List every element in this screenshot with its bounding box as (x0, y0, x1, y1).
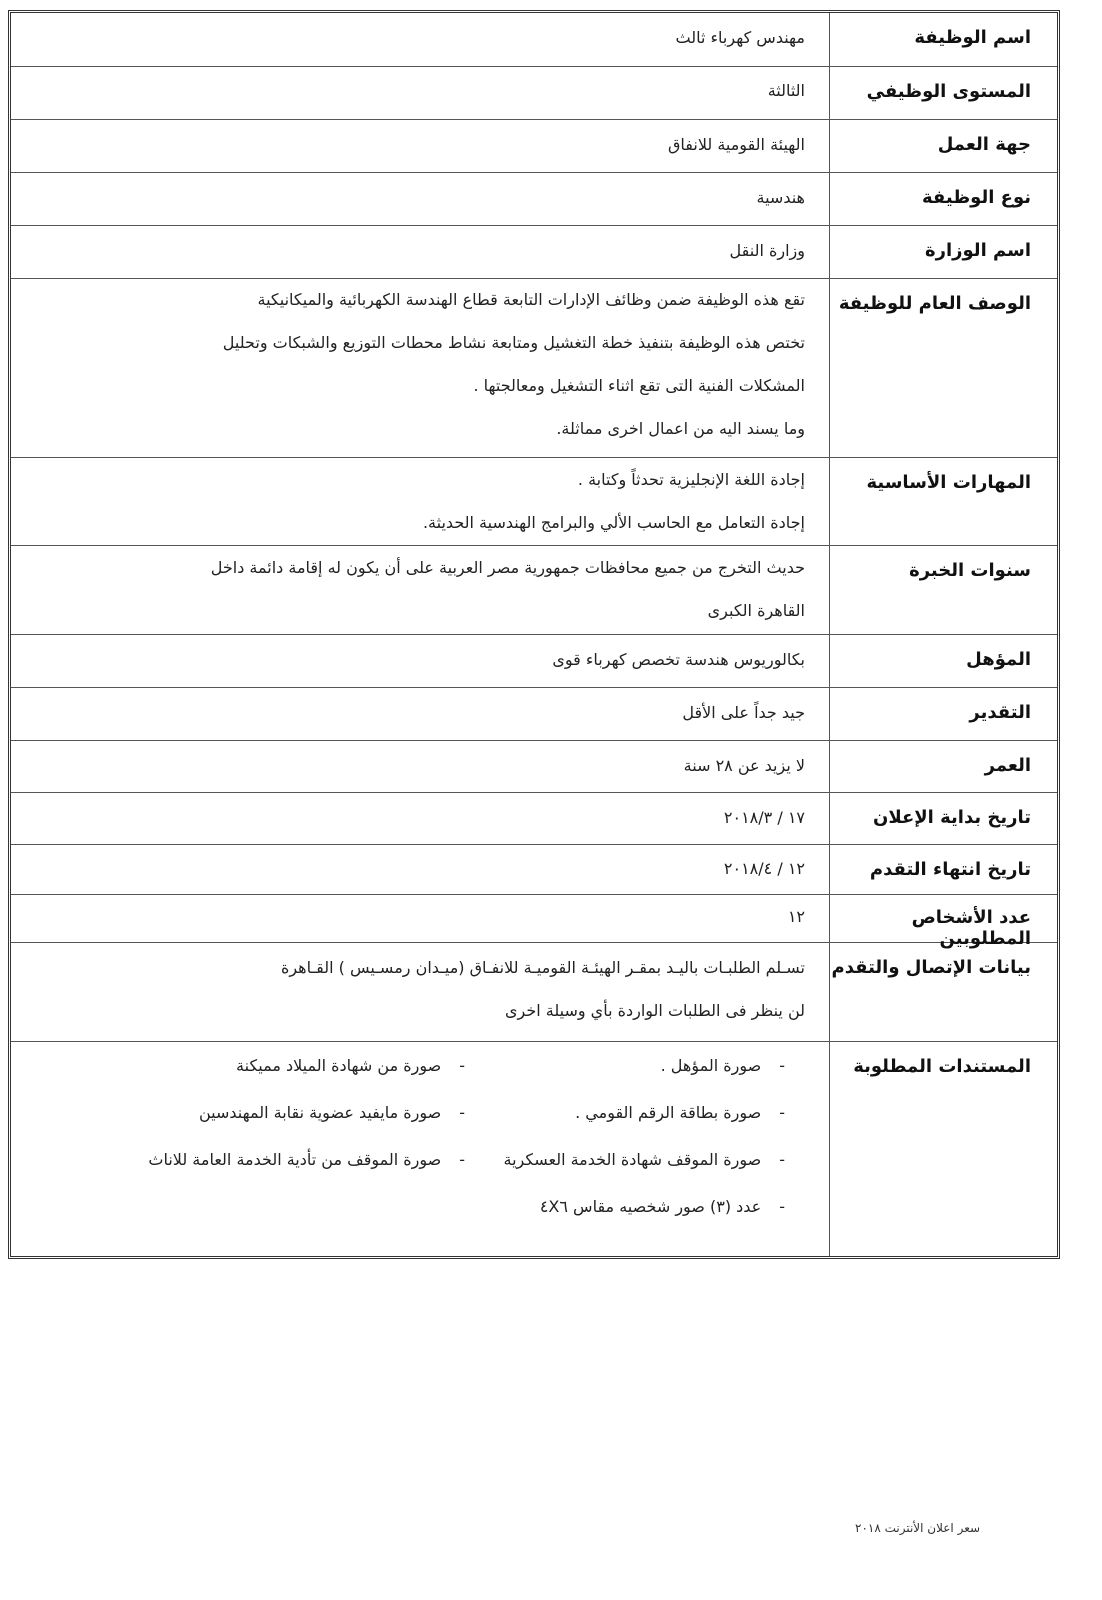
value-grade: جيد جداً على الأقل (682, 703, 805, 722)
document-item: -صورة المؤهل . (660, 1056, 785, 1075)
value-job-title: مهندس كهرباء ثالث (675, 28, 805, 47)
label-experience: سنوات الخبرة (909, 560, 1031, 581)
document-item: -صورة مايفيد عضوية نقابة المهندسين (198, 1103, 465, 1122)
row-age (11, 741, 1057, 793)
row-qualification (11, 635, 1057, 688)
skill-line: إجادة التعامل مع الحاسب الألي والبرامج الهندسية الحديثة. (422, 513, 805, 532)
value-job-type: هندسية (756, 188, 805, 207)
value-qualification: بكالوريوس هندسة تخصص كهرباء قوى (552, 650, 805, 669)
contact-line: لن ينظر فى الطلبات الواردة بأي وسيلة اخرى (504, 1001, 805, 1020)
document-item: -صورة الموقف شهادة الخدمة العسكرية (503, 1150, 785, 1169)
row-end-date (11, 845, 1057, 895)
label-qualification: المؤهل (966, 649, 1031, 670)
row-required-documents (11, 1042, 1057, 1256)
label-contact: بيانات الإتصال والتقدم (831, 957, 1031, 978)
value-ministry: وزارة النقل (729, 241, 805, 260)
value-start-date: ١٧ / ٢٠١٨/٣ (723, 808, 805, 827)
row-grade (11, 688, 1057, 741)
row-job-level (11, 67, 1057, 120)
value-job-level: الثالثة (767, 81, 805, 100)
row-basic-skills (11, 458, 1057, 546)
label-job-level: المستوى الوظيفي (866, 81, 1031, 102)
label-headcount: عدد الأشخاص المطلوبين (911, 907, 1031, 949)
value-age: لا يزيد عن ٢٨ سنة (683, 756, 805, 775)
row-experience (11, 546, 1057, 635)
row-contact (11, 943, 1057, 1042)
label-ministry: اسم الوزارة (925, 240, 1031, 261)
label-job-type: نوع الوظيفة (922, 187, 1031, 208)
contact-line: تسـلم الطلبـات باليـد بمقـر الهيئـة القوميـة للانفـاق (ميـدان رمسـيس ) القـاهرة (280, 958, 805, 977)
experience-line: القاهرة الكبرى (707, 601, 805, 620)
label-start-date: تاريخ بداية الإعلان (872, 807, 1031, 828)
experience-line: حديث التخرج من جميع محافظات جمهورية مصر العربية على أن يكون له إقامة دائمة داخل (210, 558, 805, 577)
value-employer: الهيئة القومية للانفاق (667, 135, 805, 154)
footer-note: سعر اعلان الأنترنت ٢٠١٨ (855, 1521, 981, 1535)
document-item: -صورة من شهادة الميلاد مميكنة (236, 1056, 465, 1075)
description-line: المشكلات الفنية التى تقع اثناء التشغيل ومعالجتها . (473, 376, 805, 395)
description-line: تختص هذه الوظيفة بتنفيذ خطة التغشيل ومتابعة نشاط محطات التوزيع والشبكات وتحليل (222, 333, 805, 352)
label-end-date: تاريخ انتهاء التقدم (869, 859, 1031, 880)
description-line: وما يسند اليه من اعمال اخرى مماثلة. (556, 419, 805, 438)
value-headcount: ١٢ (787, 907, 805, 926)
skill-line: إجادة اللغة الإنجليزية تحدثاً وكتابة . (577, 470, 805, 489)
row-start-date (11, 793, 1057, 845)
value-end-date: ١٢ / ٢٠١٨/٤ (723, 859, 805, 878)
label-age: العمر (984, 755, 1031, 776)
label-employer: جهة العمل (937, 134, 1031, 155)
document-item: -عدد (٣) صور شخصيه مقاس ٤X٦ (539, 1197, 785, 1216)
row-headcount (11, 895, 1057, 949)
document-item: -صورة الموقف من تأدية الخدمة العامة للاناث (148, 1150, 465, 1169)
label-grade: التقدير (969, 702, 1031, 723)
row-ministry (11, 226, 1057, 279)
job-table (8, 10, 1060, 1259)
row-employer (11, 120, 1057, 173)
document-item: -صورة بطاقة الرقم القومي . (575, 1103, 785, 1122)
label-required-documents: المستندات المطلوبة (853, 1056, 1031, 1077)
label-basic-skills: المهارات الأساسية (866, 472, 1031, 493)
row-general-description (11, 279, 1057, 458)
label-job-title: اسم الوظيفة (914, 27, 1031, 48)
row-job-type (11, 173, 1057, 226)
label-general-description: الوصف العام للوظيفة (838, 293, 1031, 314)
row-job-title (11, 13, 1057, 67)
description-line: تقع هذه الوظيفة ضمن وظائف الإدارات التابعة قطاع الهندسة الكهربائية والميكانيكية (257, 290, 805, 309)
